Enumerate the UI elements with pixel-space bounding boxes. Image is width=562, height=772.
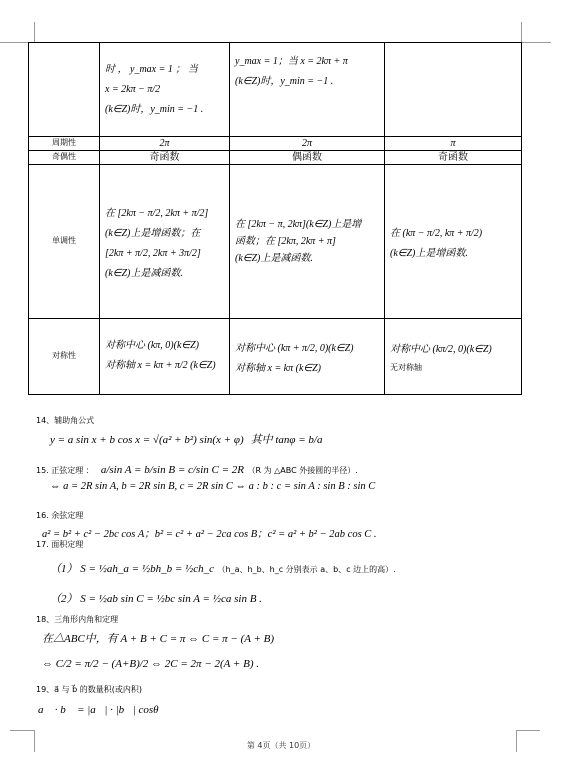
cell-extrema-sin xyxy=(100,43,230,137)
section-19 xyxy=(36,682,159,716)
parity-label: 奇偶性 xyxy=(29,151,100,165)
section-15-title: 15. 正弦定理 ： xyxy=(36,466,94,475)
cell-symmetry-tan xyxy=(385,319,522,395)
crop-mark-top-left xyxy=(20,22,35,42)
section-15 xyxy=(36,463,375,492)
symmetry-sin-line-2: 对称轴 x = kπ + π/2 (k∈Z) xyxy=(105,359,216,371)
extrema-sin-line-1: 时 ， y_max = 1 ； 当 xyxy=(105,64,198,75)
area-formula-2: （2） S = ½ab sin C = ½bc sin A = ½ca sin B . xyxy=(50,593,262,605)
section-16-title: 16. 余弦定理 xyxy=(36,511,84,520)
section-14 xyxy=(36,413,322,447)
extrema-cos-line-1: y_max = 1；当 x = 2kπ + π xyxy=(235,56,348,67)
symmetry-cos-line-1: 对称中心 (kπ + π/2, 0)(k∈Z) xyxy=(235,342,354,354)
crop-mark-top-left-h xyxy=(0,42,28,43)
crop-mark-top-right-h xyxy=(521,42,551,43)
monotonic-sin-line-3: [2kπ + π/2, 2kπ + 3π/2] xyxy=(105,247,201,259)
monotonic-cos-line-3: (k∈Z)上是减函数. xyxy=(235,253,313,264)
angle-sum-formula-2: ⇔ C/2 = π/2 − (A+B)/2 ⇔ 2C = 2π − 2(A + B) . xyxy=(42,658,259,670)
crop-mark-bottom-right-h xyxy=(516,730,540,731)
page-footer: 第 4页（共 10页） xyxy=(246,741,316,750)
row-monotonic xyxy=(29,165,522,319)
monotonic-tan-line-1: 在 (kπ − π/2, kπ + π/2) xyxy=(390,227,483,239)
symmetry-sin-line-1: 对称中心 (kπ, 0)(k∈Z) xyxy=(105,339,199,351)
crop-mark-top-right xyxy=(521,22,522,42)
period-tan: π xyxy=(385,137,522,151)
symmetry-label: 对称性 xyxy=(29,319,100,395)
section-18-title: 18、三角形内角和定理 xyxy=(36,615,119,624)
row-symmetry xyxy=(29,319,522,395)
section-18 xyxy=(36,612,274,670)
section-19-title: 19、a⃗ 与 b⃗ 的数量积(或内积) xyxy=(36,685,143,694)
trig-properties-table xyxy=(28,42,522,395)
dot-product-formula: a⃗ · b⃗ = |a⃗| · |b⃗| cosθ xyxy=(38,704,159,716)
aux-angle-formula: y = a sin x + b cos x = √(a² + b²) sin(x + φ) xyxy=(50,434,244,446)
sine-law-note: （R 为 △ABC 外接圆的半径）. xyxy=(247,466,358,475)
cell-monotonic-tan xyxy=(385,165,522,319)
cosine-law-formula: a² = b² + c² − 2bc cos A；b² = c² + a² − 2ca cos B；c² = a² + b² − 2ab cos C . xyxy=(42,529,377,540)
period-label: 周期性 xyxy=(29,137,100,151)
monotonic-tan-line-2: (k∈Z)上是增函数. xyxy=(390,247,468,259)
section-14-title: 14、辅助角公式 xyxy=(36,416,95,425)
section-14-formula xyxy=(50,431,322,447)
section-15-title-line xyxy=(36,463,358,476)
period-cos: 2π xyxy=(230,137,385,151)
sine-law-formula: a/sin A = b/sin B = c/sin C = 2R xyxy=(100,464,244,476)
cell-symmetry-sin xyxy=(100,319,230,395)
cell-extrema-label xyxy=(29,43,100,137)
cell-monotonic-cos xyxy=(230,165,385,319)
area-formula-1-line xyxy=(50,560,396,576)
monotonic-sin-line-2: (k∈Z)上是增函数；在 xyxy=(105,227,201,239)
monotonic-label: 单调性 xyxy=(29,165,100,319)
parity-cos: 偶函数 xyxy=(230,151,385,165)
row-parity xyxy=(29,151,522,165)
monotonic-cos-line-1: 在 [2kπ − π, 2kπ](k∈Z)上是增 xyxy=(235,219,362,230)
row-extrema xyxy=(29,43,522,137)
monotonic-sin-line-4: (k∈Z)上是减函数. xyxy=(105,267,183,279)
area-formula-1: （1） S = ½ah_a = ½bh_b = ½ch_c xyxy=(50,563,215,575)
cell-extrema-tan xyxy=(385,43,522,137)
section-17-title: 17. 面积定理 xyxy=(36,540,84,549)
symmetry-tan-line-1: 对称中心 (kπ/2, 0)(k∈Z) xyxy=(390,343,492,355)
sine-law-equivalence: ⇔ a = 2R sin A, b = 2R sin B, c = 2R sin C ⇔ a : b : c = sin A : sin B : sin C xyxy=(50,481,376,492)
symmetry-cos-line-2: 对称轴 x = kπ (k∈Z) xyxy=(235,362,322,374)
parity-tan: 奇函数 xyxy=(385,151,522,165)
cell-symmetry-cos xyxy=(230,319,385,395)
area-formula-1-note: （h_a、h_b、h_c 分别表示 a、b、c 边上的高）. xyxy=(217,565,396,574)
aux-angle-note: 其中 tanφ = b/a xyxy=(250,434,323,446)
row-period xyxy=(29,137,522,151)
extrema-sin-line-2: x = 2kπ − π/2 xyxy=(105,84,161,95)
symmetry-tan-line-2: 无对称轴 xyxy=(390,362,422,372)
cell-monotonic-sin xyxy=(100,165,230,319)
section-17 xyxy=(36,537,396,606)
extrema-cos-line-2: (k∈Z)时，y_min = −1 . xyxy=(235,76,334,87)
monotonic-cos-line-2: 函数；在 [2kπ, 2kπ + π] xyxy=(235,236,336,247)
crop-mark-bottom-left-h xyxy=(10,730,34,731)
period-sin: 2π xyxy=(100,137,230,151)
cell-extrema-cos xyxy=(230,43,385,137)
monotonic-sin-line-1: 在 [2kπ − π/2, 2kπ + π/2] xyxy=(105,207,209,219)
angle-sum-formula-1: 在△ABC中，有 A + B + C = π ⇔ C = π − (A + B) xyxy=(42,633,275,645)
parity-sin: 奇函数 xyxy=(100,151,230,165)
extrema-sin-line-3: (k∈Z)时，y_min = −1 . xyxy=(105,104,204,115)
